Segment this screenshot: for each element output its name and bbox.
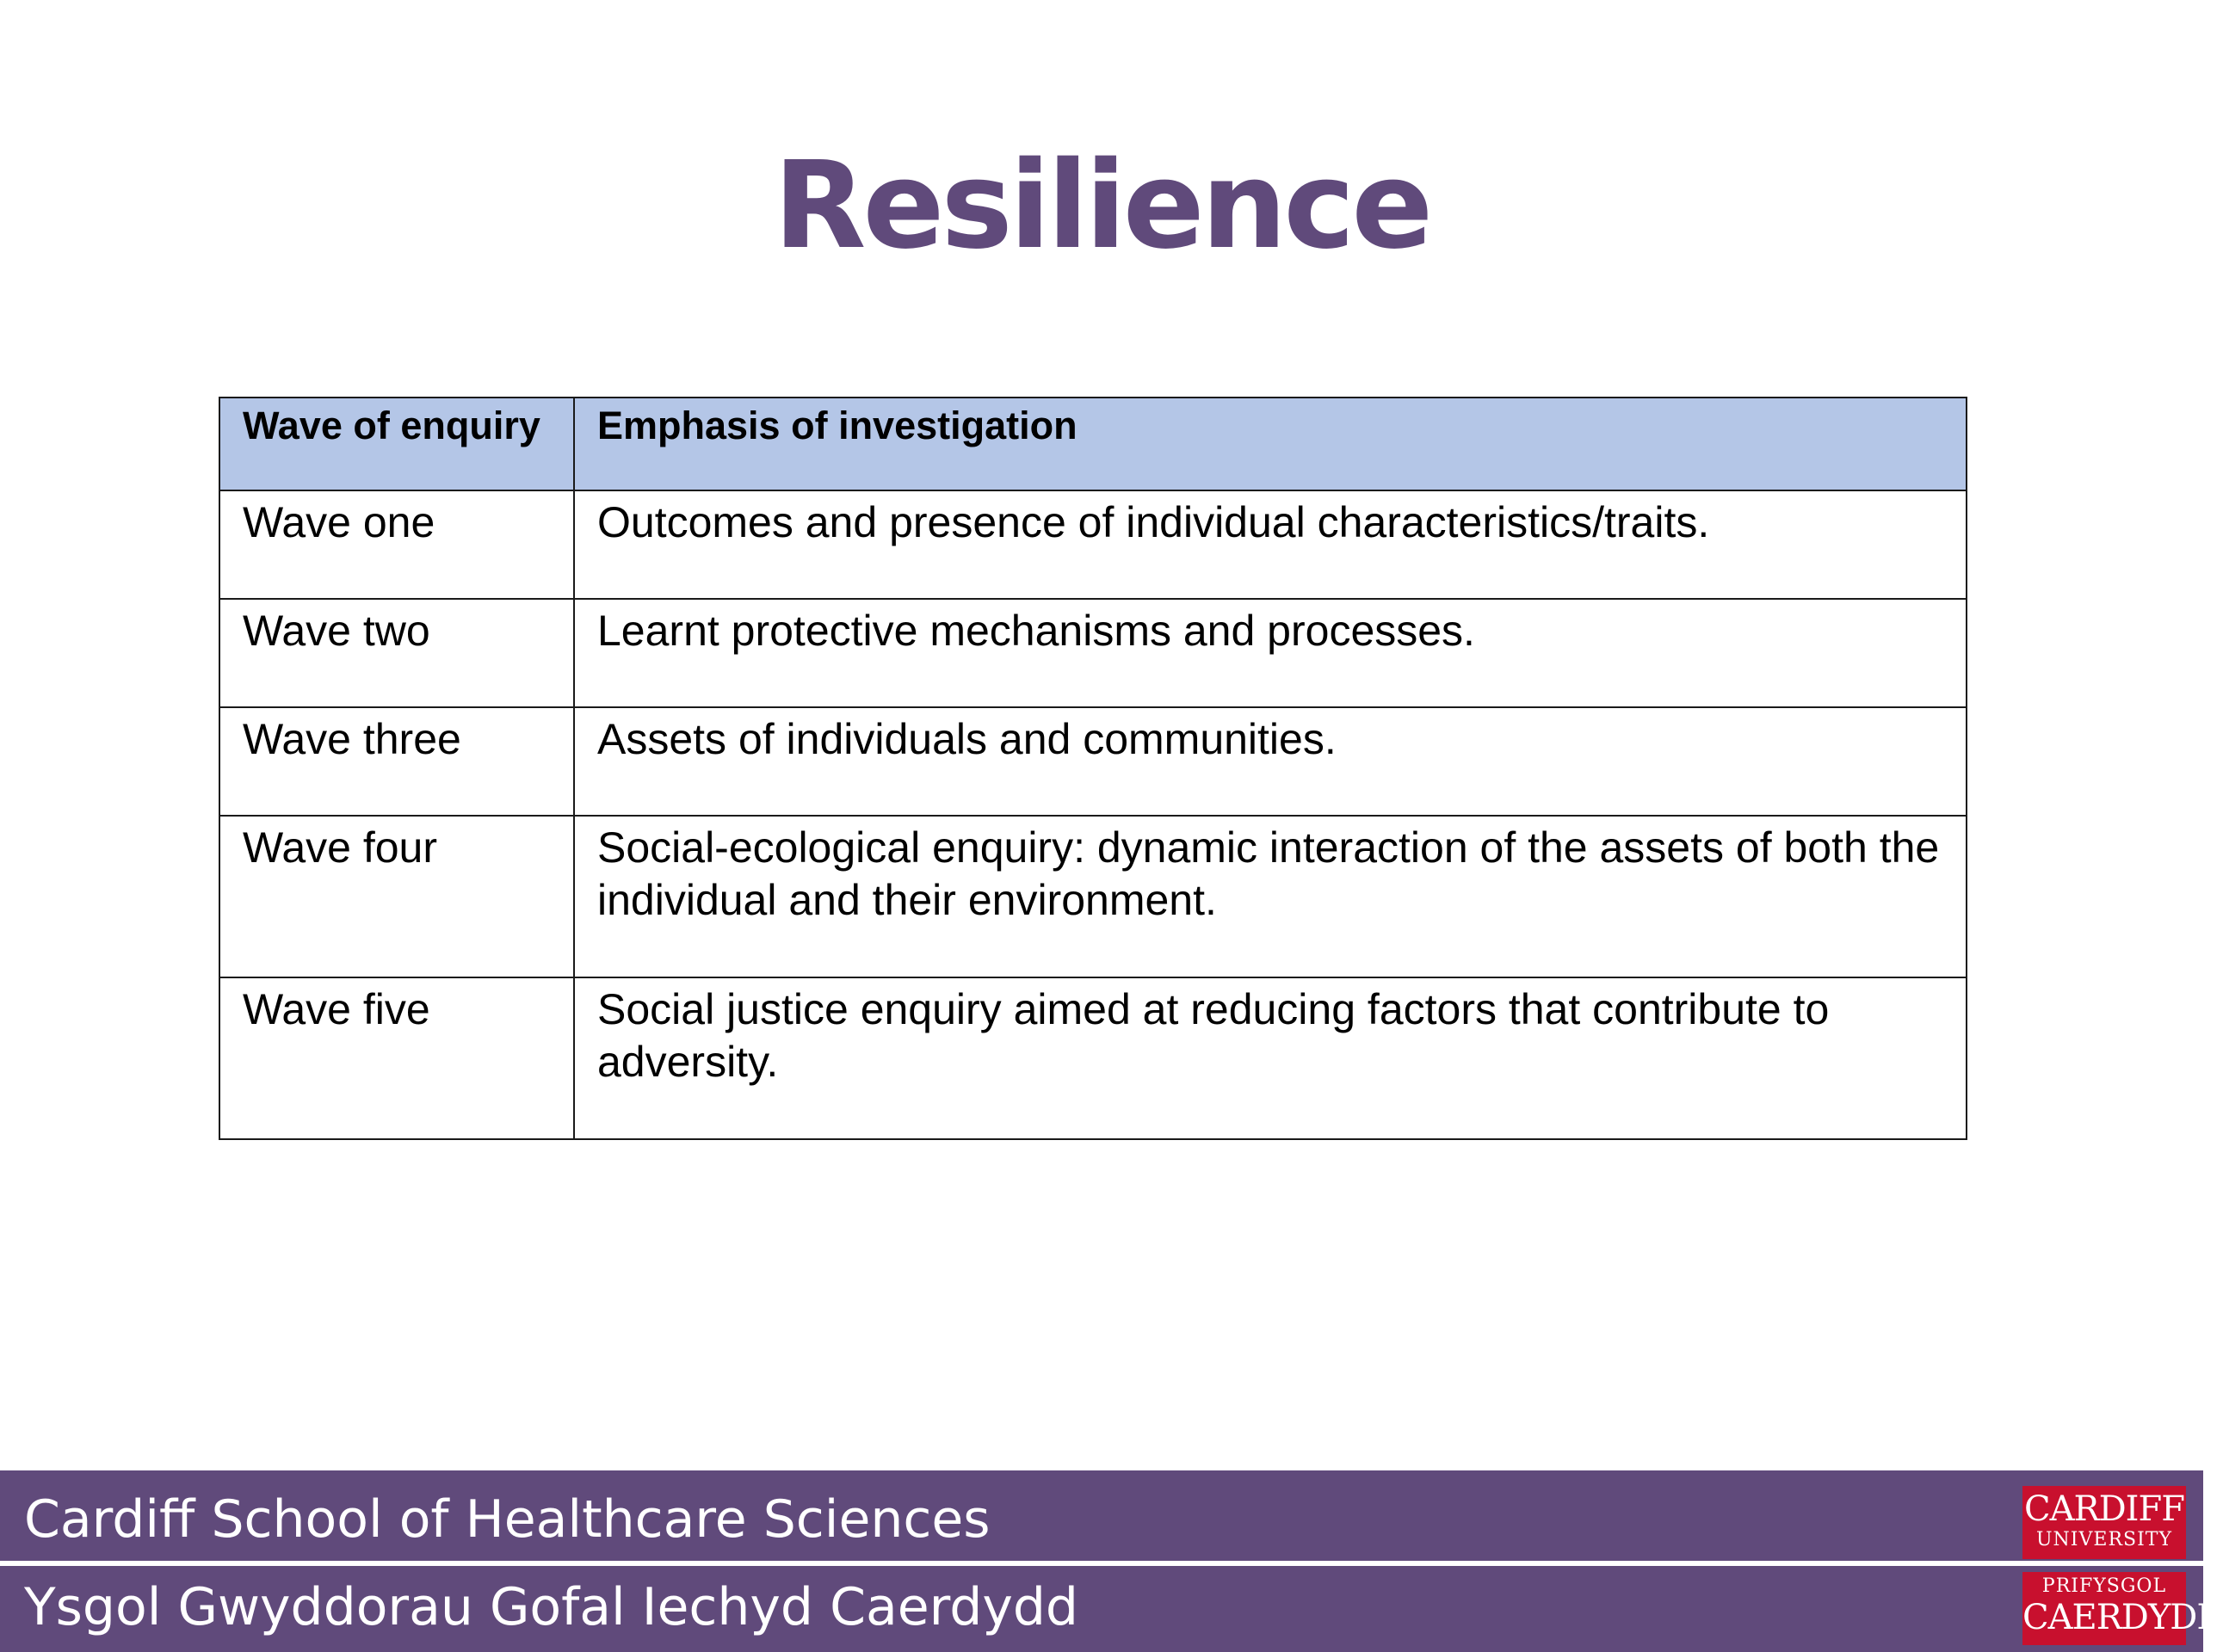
table-row xyxy=(219,707,1967,816)
cardiff-university-logo xyxy=(2022,1486,2186,1559)
table-row xyxy=(219,599,1967,707)
wave-cell: Wave four xyxy=(219,816,574,977)
footer-bar xyxy=(0,1470,2223,1652)
wave-cell: Wave two xyxy=(219,599,574,707)
wave-cell: Wave one xyxy=(219,490,574,599)
header-emphasis-of-investigation: Emphasis of investigation xyxy=(574,398,1967,490)
emphasis-cell: Learnt protective mechanisms and processes. xyxy=(574,599,1967,707)
logo-text-caerdydd: CAERDYDD xyxy=(2022,1598,2223,1637)
prifysgol-caerdydd-logo xyxy=(2022,1572,2223,1645)
table-row xyxy=(219,977,1967,1139)
table-header-row xyxy=(219,398,1967,490)
wave-cell: Wave five xyxy=(219,977,574,1139)
school-name-welsh: Ysgol Gwyddorau Gofal Iechyd Caerdydd xyxy=(24,1577,1079,1637)
logo-text-cardiff: CARDIFF xyxy=(2024,1489,2184,1529)
table-row xyxy=(219,490,1967,599)
footer-divider xyxy=(0,1561,2203,1566)
emphasis-cell: Outcomes and presence of individual characteristics/traits. xyxy=(574,490,1967,599)
logo-text-prifysgol: PRIFYSGOL xyxy=(2041,1575,2167,1597)
emphasis-cell: Social justice enquiry aimed at reducing factors that contribute to adversity. xyxy=(574,977,1967,1139)
header-wave-of-enquiry: Wave of enquiry xyxy=(219,398,574,490)
waves-table xyxy=(219,397,1967,1140)
school-name-english: Cardiff School of Healthcare Sciences xyxy=(24,1489,991,1550)
logo-text-university: UNIVERSITY xyxy=(2036,1529,2172,1550)
emphasis-cell: Assets of individuals and communities. xyxy=(574,707,1967,816)
table-row xyxy=(219,816,1967,977)
emphasis-cell: Social-ecological enquiry: dynamic interaction of the assets of both the individual and their environment. xyxy=(574,816,1967,977)
wave-cell: Wave three xyxy=(219,707,574,816)
slide-title: Resilience xyxy=(773,136,1430,276)
